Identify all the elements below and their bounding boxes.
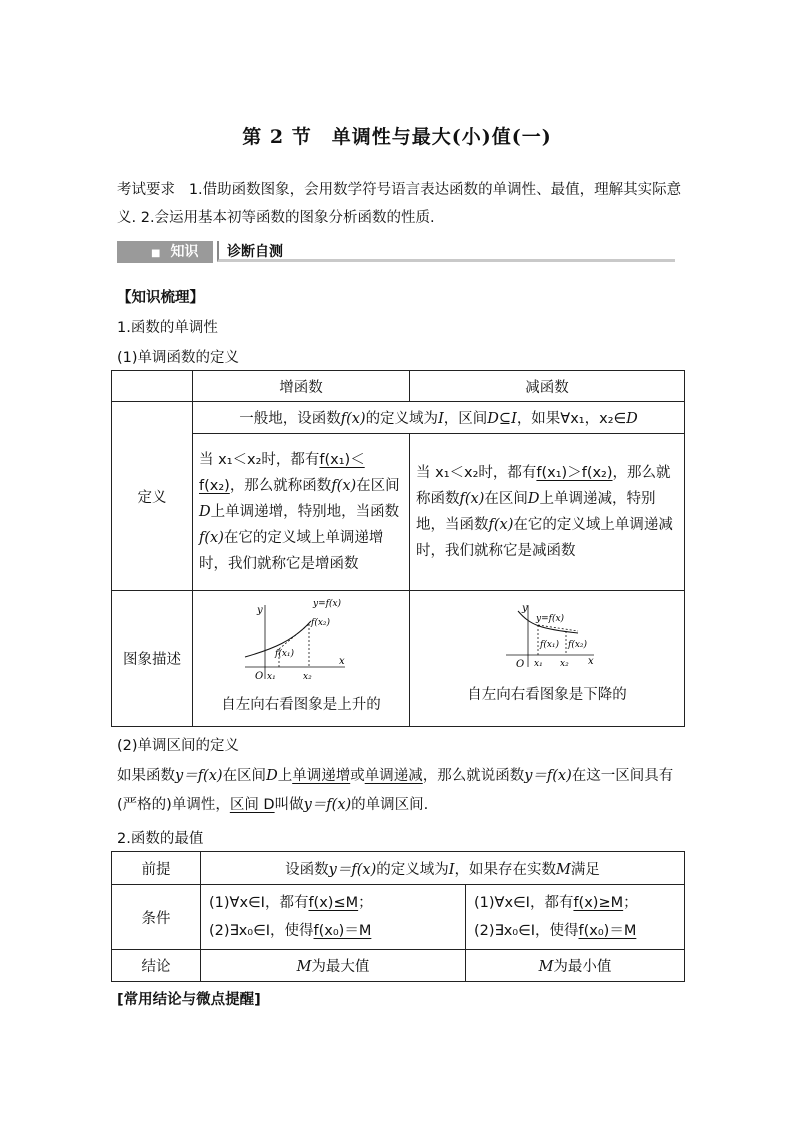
banner-tag-label: 知识 bbox=[170, 244, 199, 260]
s2-subtitle: (2)单调区间的定义 bbox=[117, 738, 240, 754]
curve-label: y=f(x) bbox=[536, 614, 565, 624]
decreasing-definition: 当 x₁＜x₂时，都有f(x₁)＞f(x₂)，那么就称函数f(x)在区间D上单调递减，特别地，当函数f(x)在它的定义域上单调递减时，我们就称它是减函数 bbox=[410, 434, 685, 591]
row-label-condition: 条件 bbox=[112, 885, 201, 950]
premise-text: 设函数y＝f(x)的定义域为I，如果存在实数M满足 bbox=[201, 852, 685, 885]
header-increasing: 增函数 bbox=[193, 371, 410, 402]
x-label: x bbox=[588, 656, 594, 667]
decreasing-graph-cell bbox=[410, 591, 685, 727]
header-decreasing: 减函数 bbox=[410, 371, 685, 402]
s2-paragraph: 如果函数y＝f(x)在区间D上单调递增或单调递减，那么就说函数y＝f(x)在这一区间具有(严格的)单调性，区间 D叫做y＝f(x)的单调区间. bbox=[117, 768, 674, 813]
section-heading: 【知识梳理】 bbox=[117, 290, 204, 306]
requirement-label: 考试要求 bbox=[117, 182, 175, 198]
x2-label: x₂ bbox=[560, 659, 569, 669]
increasing-graph bbox=[193, 591, 409, 693]
fx1-label: f(x₁) bbox=[275, 649, 295, 659]
x1-label: x₁ bbox=[267, 672, 276, 682]
min-conclusion: M为最小值 bbox=[466, 950, 685, 982]
s1-title: 1.函数的单调性 bbox=[117, 320, 218, 336]
monotonic-definition-table bbox=[111, 370, 685, 727]
footer-heading: [常用结论与微点提醒] bbox=[117, 992, 261, 1008]
increasing-definition: 当 x₁＜x₂时，都有f(x₁)＜f(x₂)，那么就称函数f(x)在区间D上单调递增，特别地，当函数f(x)在它的定义域上单调递增时，我们就称它是增函数 bbox=[193, 434, 410, 591]
page-title: 第 2 节 单调性与最大(小)值(一) bbox=[242, 126, 552, 148]
s1-subtitle: (1)单调函数的定义 bbox=[117, 350, 240, 366]
fx2-label: f(x₂) bbox=[311, 618, 331, 628]
curve-label: y=f(x) bbox=[313, 599, 342, 609]
x2-label: x₂ bbox=[303, 672, 312, 682]
banner-tag bbox=[117, 241, 213, 263]
min-condition: (1)∀x∈I，都有f(x)≥M； (2)∃x₀∈I，使得f(x₀)＝M bbox=[466, 885, 685, 950]
common-condition: 一般地，设函数f(x)的定义域为I，区间D⊆I，如果∀x₁，x₂∈D bbox=[193, 402, 685, 434]
y-label: y bbox=[522, 603, 528, 614]
y-label: y bbox=[257, 605, 263, 616]
decreasing-graph bbox=[410, 591, 684, 677]
requirement-text: 1.借助函数图象，会用数学符号语言表达函数的单调性、最值，理解其实际意义. 2.会运用基本初等函数的图象分析函数的性质. bbox=[117, 182, 682, 226]
s3-title: 2.函数的最值 bbox=[117, 831, 204, 847]
x1-label: x₁ bbox=[534, 659, 543, 669]
extremum-table bbox=[111, 851, 685, 982]
x-label: x bbox=[339, 656, 345, 667]
exam-requirement bbox=[117, 176, 687, 232]
section-banner bbox=[117, 241, 677, 265]
bullet-icon: ■ bbox=[151, 248, 161, 259]
decreasing-caption: 自左向右看图象是下降的 bbox=[467, 687, 627, 703]
row-label-premise: 前提 bbox=[112, 852, 201, 885]
increasing-caption: 自左向右看图象是上升的 bbox=[221, 697, 381, 713]
row-label-conclusion: 结论 bbox=[112, 950, 201, 982]
header-empty bbox=[112, 371, 193, 402]
origin-label: O bbox=[255, 671, 264, 682]
row-label-definition: 定义 bbox=[112, 402, 193, 591]
increasing-graph-cell bbox=[193, 591, 410, 727]
origin-label: O bbox=[516, 659, 525, 670]
max-condition: (1)∀x∈I，都有f(x)≤M； (2)∃x₀∈I，使得f(x₀)＝M bbox=[201, 885, 466, 950]
banner-label: 诊断自测 bbox=[217, 241, 675, 262]
row-label-graph: 图象描述 bbox=[112, 591, 193, 727]
max-conclusion: M为最大值 bbox=[201, 950, 466, 982]
fx1-label: f(x₁) bbox=[540, 640, 560, 650]
fx2-label: f(x₂) bbox=[568, 640, 588, 650]
